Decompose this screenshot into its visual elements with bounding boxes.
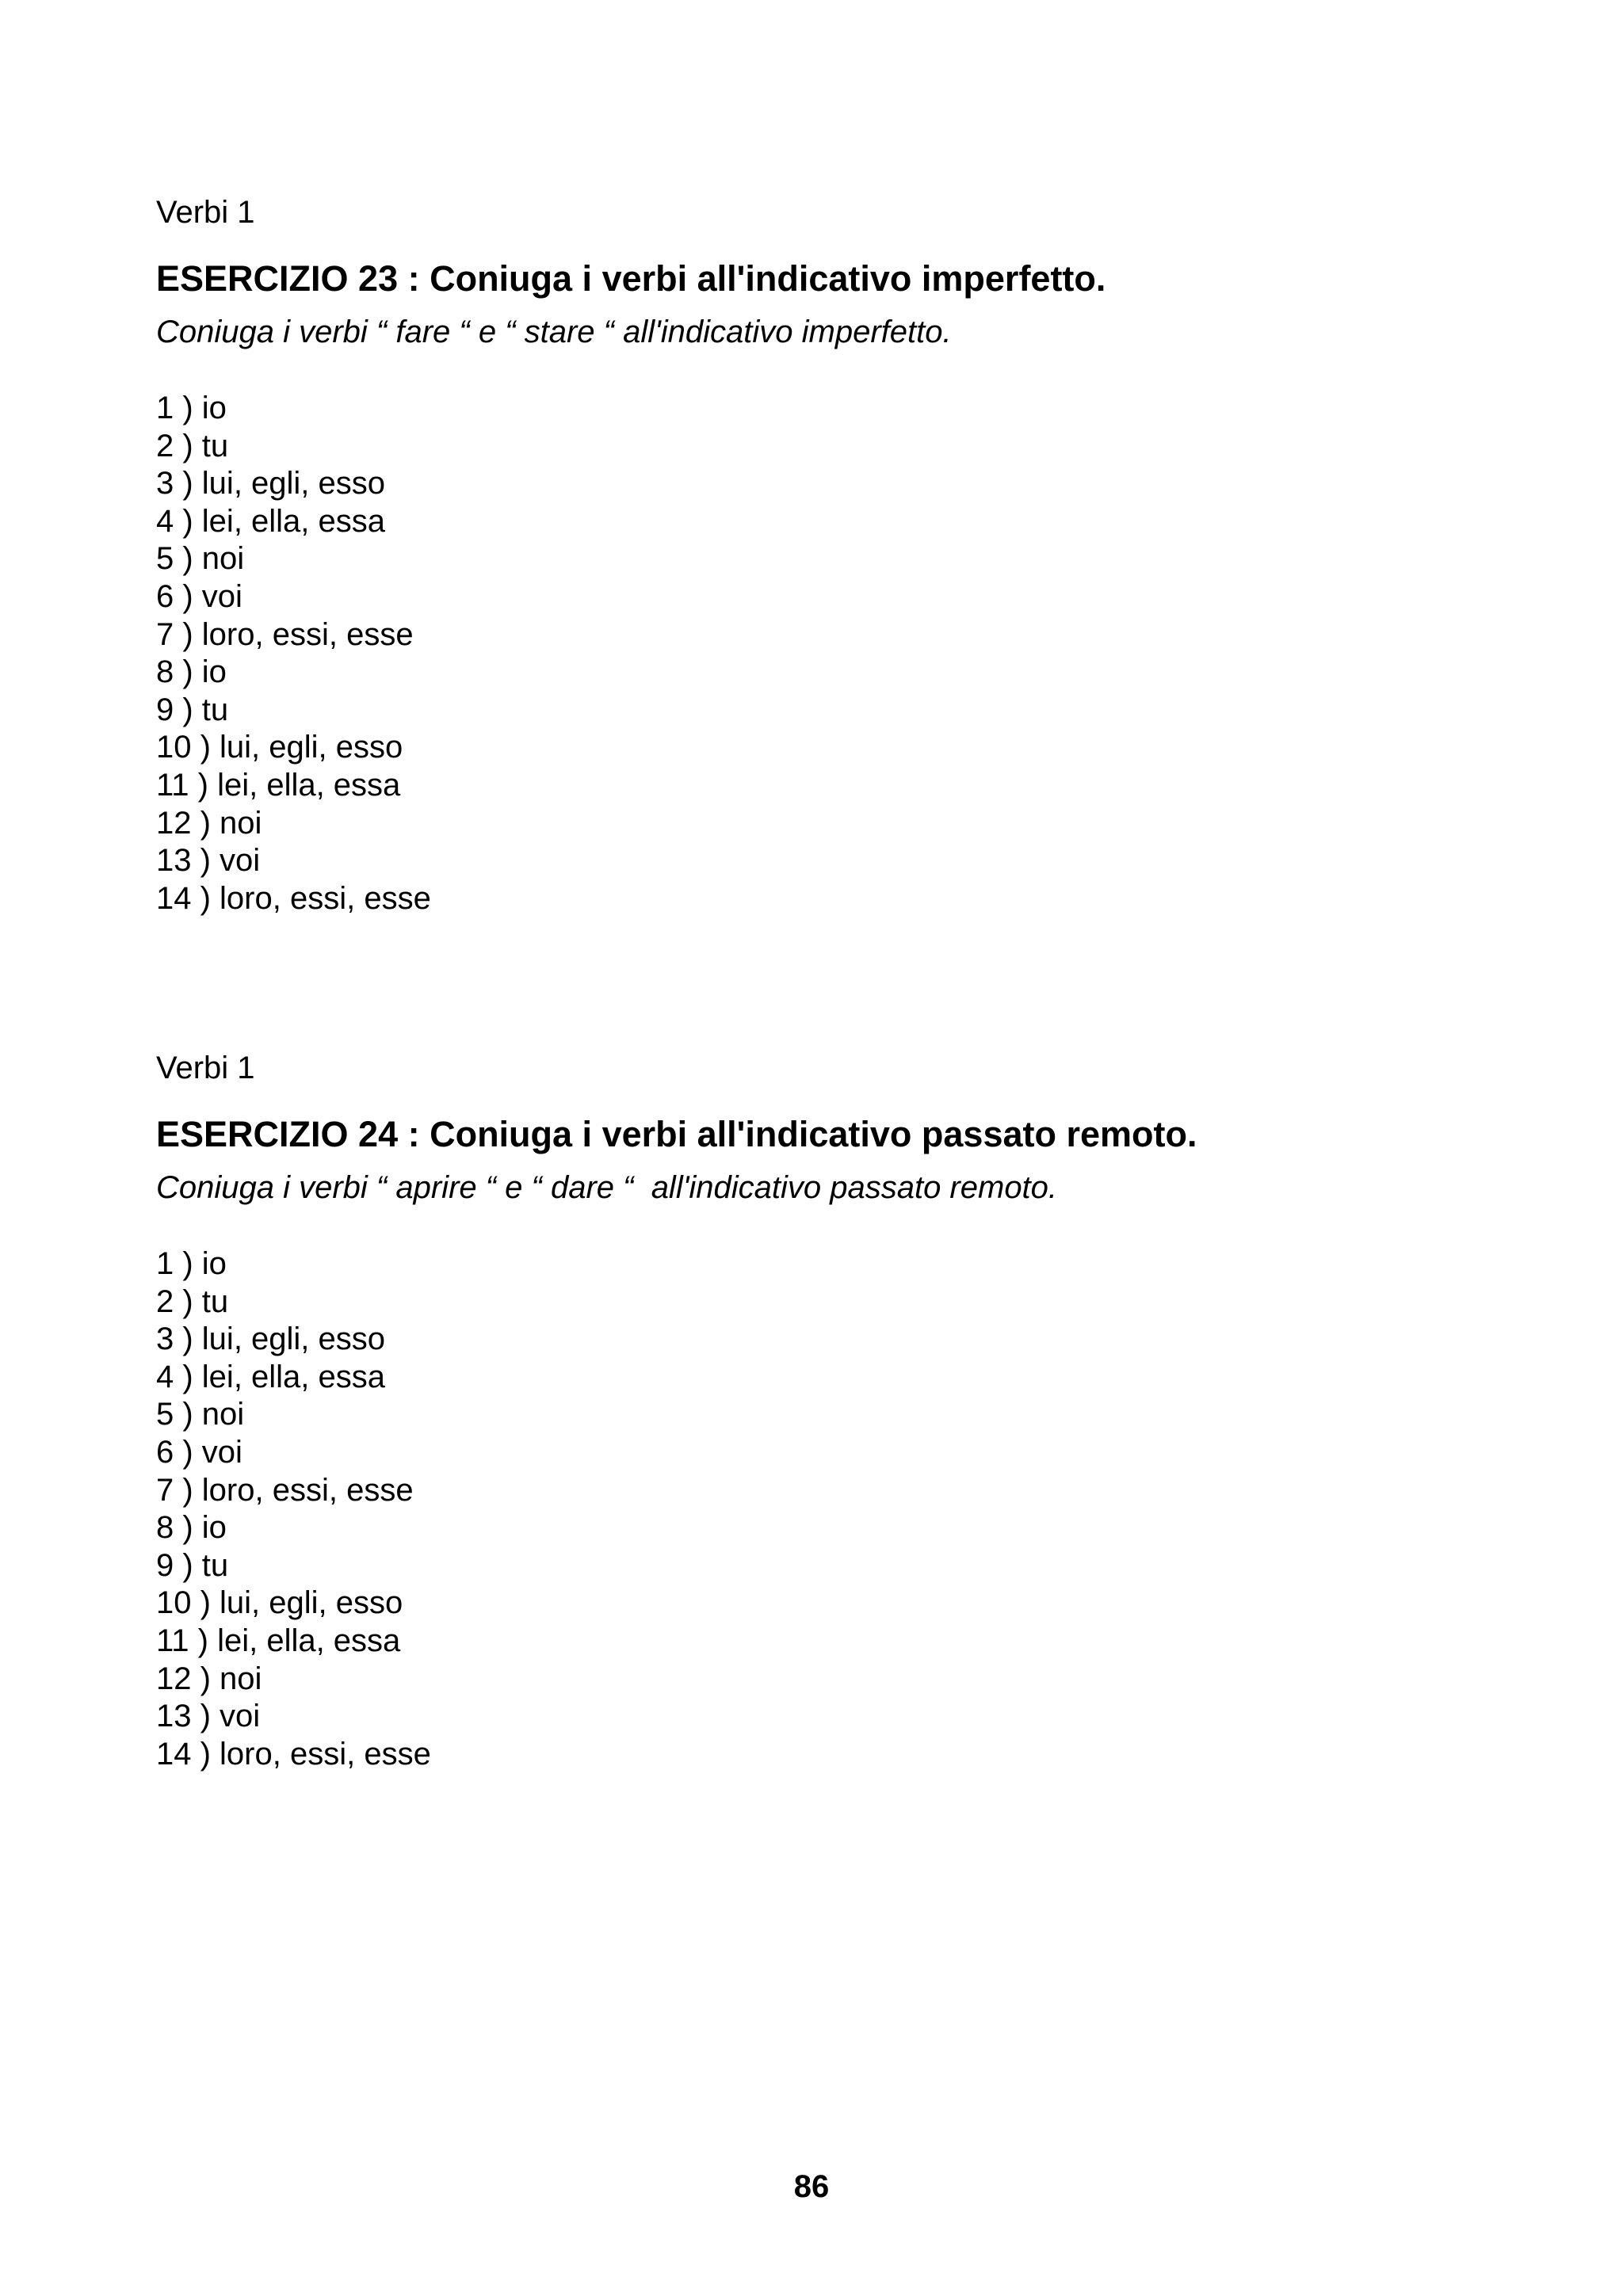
list-item: 13 ) voi [156,843,261,879]
list-item: 7 ) loro, essi, esse [156,1472,414,1508]
list-item: 1 ) io [156,391,227,425]
list-item: 4 ) lei, ella, essa [156,503,386,539]
list-item: 3 ) lui, egli, esso [156,1322,386,1357]
list-item: 1 ) io [156,1246,227,1281]
list-item: 11 ) lei, ella, essa [156,767,401,803]
list-item: 6 ) voi [156,1434,242,1470]
exercise-title: ESERCIZIO 24 : Coniuga i verbi all'indicativo passato remoto. [156,1114,1197,1154]
list-item: 11 ) lei, ella, essa [156,1623,401,1658]
list-item: 8 ) io [156,1510,227,1546]
list-item: 9 ) tu [156,692,229,727]
list-item: 10 ) lui, egli, esso [156,730,403,765]
list-item: 5 ) noi [156,541,245,577]
list-item: 10 ) lui, egli, esso [156,1585,403,1621]
exercise-instruction: Coniuga i verbi “ aprire “ e “ dare “ all'indicativo passato remoto. [156,1170,1058,1205]
list-item: 12 ) noi [156,1661,262,1696]
list-item: 5 ) noi [156,1397,245,1432]
list-item: 4 ) lei, ella, essa [156,1359,386,1394]
exercise-title: ESERCIZIO 23 : Coniuga i verbi all'indicativo imperfetto. [156,258,1106,299]
section-label: Verbi 1 [156,1051,255,1085]
page-number: 86 [793,2169,830,2204]
exercise-23 [156,189,1503,917]
list-item: 2 ) tu [156,1283,229,1319]
list-item: 12 ) noi [156,805,262,841]
list-item: 9 ) tu [156,1547,229,1583]
conjugation-list [156,1245,1503,1773]
list-item: 13 ) voi [156,1699,261,1734]
exercise-24 [156,1044,1503,1773]
list-item: 2 ) tu [156,428,229,463]
list-item: 8 ) io [156,654,227,690]
list-item: 14 ) loro, essi, esse [156,1736,431,1772]
list-item: 7 ) loro, essi, esse [156,616,414,652]
list-item: 14 ) loro, essi, esse [156,880,431,916]
conjugation-list [156,390,1503,917]
list-item: 6 ) voi [156,578,242,614]
section-label: Verbi 1 [156,195,255,230]
list-item: 3 ) lui, egli, esso [156,466,386,502]
exercise-instruction: Coniuga i verbi “ fare “ e “ stare “ all'indicativo imperfetto. [156,315,952,349]
